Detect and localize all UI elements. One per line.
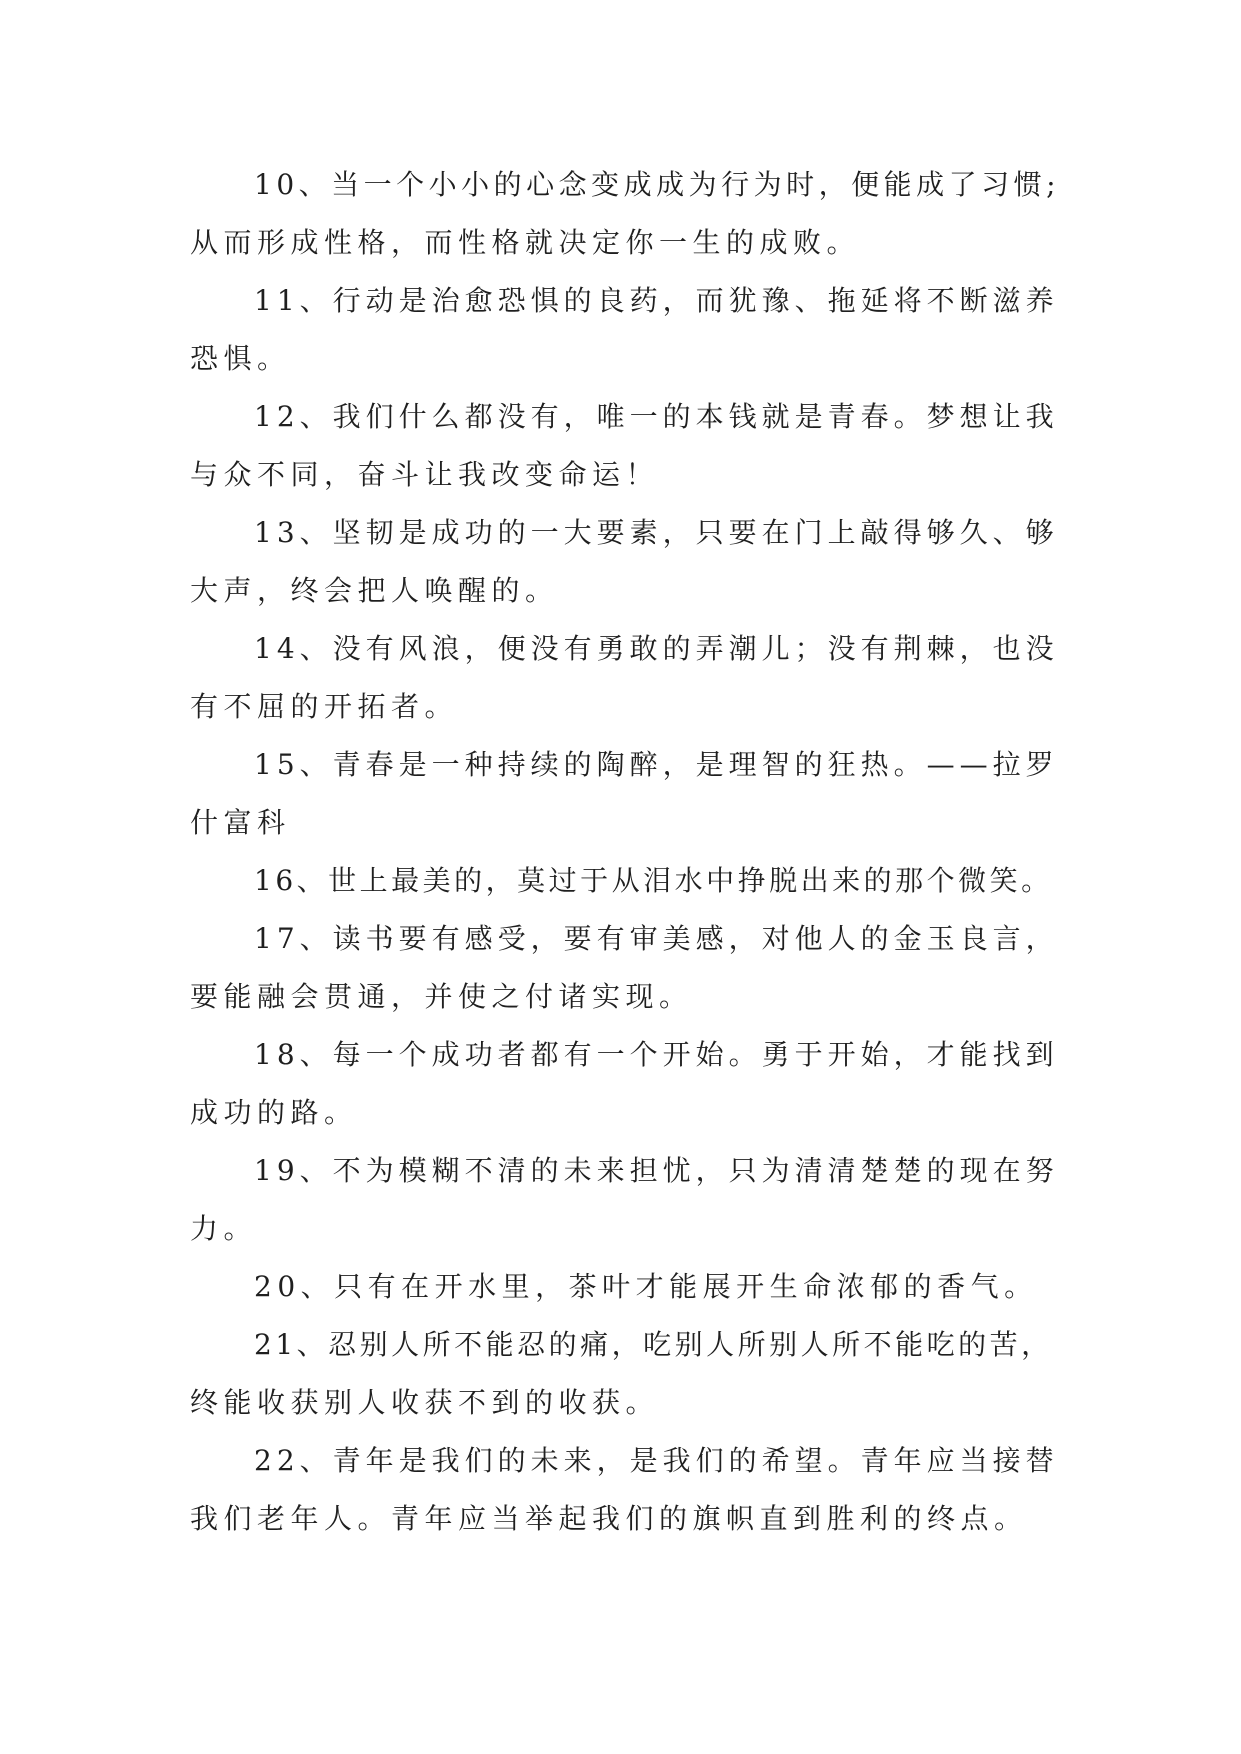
paragraph-line: 16、世上最美的，莫过于从泪水中挣脱出来的那个微笑。 xyxy=(254,864,1053,897)
paragraph-17 xyxy=(190,910,1060,1026)
paragraph-line: 18、每一个成功者都有一个开始。勇于开始，才能找到 xyxy=(254,1038,1059,1071)
paragraph-13 xyxy=(190,504,1060,620)
paragraph-12 xyxy=(190,388,1060,504)
paragraph-14 xyxy=(190,620,1060,736)
paragraph-line: 恐惧。 xyxy=(190,342,291,375)
paragraph-line: 11、行动是治愈恐惧的良药，而犹豫、拖延将不断滋养 xyxy=(254,284,1059,317)
paragraph-line: 22、青年是我们的未来，是我们的希望。青年应当接替 xyxy=(254,1444,1059,1477)
paragraph-line: 21、忍别人所不能忍的痛，吃别人所别人所不能吃的苦， xyxy=(254,1328,1053,1361)
paragraph-16 xyxy=(190,852,1060,910)
paragraph-line: 13、坚韧是成功的一大要素，只要在门上敲得够久、够 xyxy=(254,516,1059,549)
paragraph-20 xyxy=(190,1258,1060,1316)
paragraph-line: 有不屈的开拓者。 xyxy=(190,690,459,723)
paragraph-18 xyxy=(190,1026,1060,1142)
paragraph-21 xyxy=(190,1316,1060,1432)
paragraph-line: 大声，终会把人唤醒的。 xyxy=(190,574,559,607)
paragraph-line: 19、不为模糊不清的未来担忧，只为清清楚楚的现在努 xyxy=(254,1154,1059,1187)
paragraph-line: 14、没有风浪，便没有勇敢的弄潮儿；没有荆棘，也没 xyxy=(254,632,1059,665)
paragraph-11 xyxy=(190,272,1060,388)
paragraph-line: 力。 xyxy=(190,1212,258,1245)
paragraph-15 xyxy=(190,736,1060,852)
paragraph-line: 要能融会贯通，并使之付诸实现。 xyxy=(190,980,693,1013)
paragraph-line: 成功的路。 xyxy=(190,1096,358,1129)
paragraph-line: 15、青春是一种持续的陶醉，是理智的狂热。——拉罗 xyxy=(254,748,1059,781)
paragraph-line: 与众不同，奋斗让我改变命运！ xyxy=(190,458,660,491)
paragraph-line: 终能收获别人收获不到的收获。 xyxy=(190,1386,660,1419)
document-body xyxy=(190,156,1060,1548)
paragraph-line: 我们老年人。青年应当举起我们的旗帜直到胜利的终点。 xyxy=(190,1502,1028,1535)
paragraph-line: 17、读书要有感受，要有审美感，对他人的金玉良言， xyxy=(254,922,1059,955)
paragraph-10 xyxy=(190,156,1060,272)
paragraph-19 xyxy=(190,1142,1060,1258)
paragraph-line: 20、只有在开水里，茶叶才能展开生命浓郁的香气。 xyxy=(254,1270,1038,1303)
paragraph-line: 什富科 xyxy=(190,806,291,839)
paragraph-line: 从而形成性格，而性格就决定你一生的成败。 xyxy=(190,226,861,259)
paragraph-line: 10、当一个小小的心念变成成为行为时，便能成了习惯; xyxy=(254,168,1061,201)
paragraph-22 xyxy=(190,1432,1060,1548)
paragraph-line: 12、我们什么都没有，唯一的本钱就是青春。梦想让我 xyxy=(254,400,1059,433)
